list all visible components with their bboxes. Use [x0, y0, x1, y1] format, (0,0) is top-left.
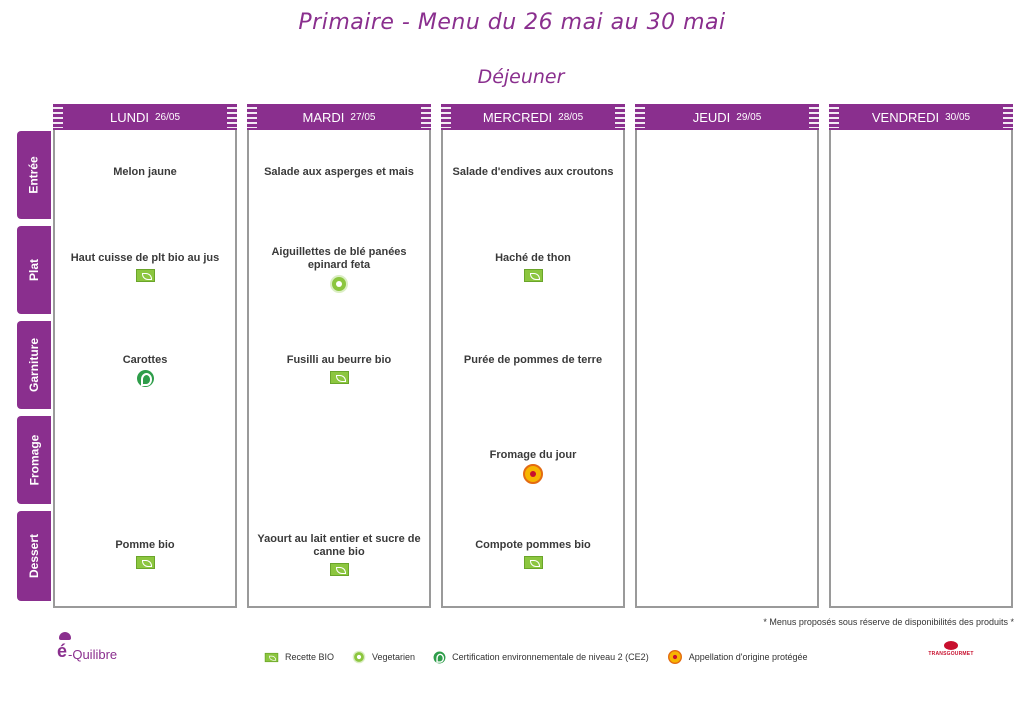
bio-icon: [330, 563, 349, 576]
header-decoration: [247, 107, 257, 128]
dish-name: Purée de pommes de terre: [463, 354, 603, 366]
day-header-mercredi: [441, 104, 625, 131]
equilibre-logo: é -Quilibre: [57, 632, 117, 662]
bio-icon: [524, 269, 543, 282]
vegetarian-icon: [330, 275, 348, 293]
menu-cell-plat: [55, 252, 235, 282]
bio-icon: [265, 652, 278, 661]
dish-name: Compote pommes bio: [475, 539, 591, 551]
day-name: VENDREDI: [871, 110, 940, 125]
transgourmet-mark-icon: [944, 641, 958, 650]
menu-cell-entree: [55, 166, 235, 179]
header-decoration: [829, 107, 839, 128]
dish-name: Fusilli au beurre bio: [286, 354, 392, 366]
day-column-mercredi: [441, 130, 625, 608]
menu-cell-dessert: [249, 533, 429, 576]
vegetarian-icon: [353, 651, 366, 664]
transgourmet-logo: TRANSGOURMET: [925, 641, 977, 657]
header-decoration: [635, 107, 645, 128]
day-name: LUNDI: [109, 110, 149, 125]
dish-name: Pomme bio: [115, 539, 175, 551]
day-date: 28/05: [558, 112, 584, 123]
header-decoration: [1003, 107, 1013, 128]
menu-cell-garniture: [443, 354, 623, 367]
legend-item-bio: Recette BIO: [262, 651, 334, 664]
ce2-icon: [434, 651, 446, 663]
menu-cell-dessert: [443, 539, 623, 569]
dish-name: Carottes: [122, 354, 168, 366]
dish-name: Haut cuisse de plt bio au jus: [70, 252, 220, 264]
meal-subtitle: Déjeuner: [477, 66, 565, 88]
menu-cell-fromage: [443, 449, 623, 484]
bio-icon: [330, 371, 349, 384]
day-name: JEUDI: [692, 110, 731, 125]
row-label-fromage: Fromage: [17, 416, 51, 504]
day-column-lundi: [53, 130, 237, 608]
day-header-vendredi: [829, 104, 1013, 131]
day-date: 30/05: [945, 112, 971, 123]
day-column-vendredi: [829, 130, 1013, 608]
dish-name: Salade aux asperges et mais: [264, 166, 414, 178]
ce2-icon: [137, 370, 154, 387]
dish-name: Fromage du jour: [489, 449, 577, 461]
day-date: 27/05: [350, 112, 376, 123]
dish-name: Salade d'endives aux croutons: [452, 166, 614, 178]
day-date: 26/05: [154, 112, 181, 123]
page-title: Primaire - Menu du 26 mai au 30 mai: [298, 10, 726, 35]
header-decoration: [227, 107, 237, 128]
day-column-mardi: [247, 130, 431, 608]
legend-item-vegetarian: Vegetarien: [350, 648, 415, 666]
dish-name: Melon jaune: [113, 166, 177, 178]
menu-cell-entree: [249, 166, 429, 179]
header-decoration: [53, 107, 63, 128]
day-name: MARDI: [302, 110, 345, 125]
day-header-lundi: [53, 104, 237, 131]
menu-cell-entree: [443, 166, 623, 179]
day-name: MERCREDI: [482, 110, 553, 125]
dish-name: Aiguillettes de blé panées epinard feta: [271, 246, 407, 271]
header-decoration: [421, 107, 431, 128]
row-label-entree: Entrée: [17, 131, 51, 219]
day-header-mardi: [247, 104, 431, 131]
availability-note: * Menus proposés sous réserve de disponibilités des produits *: [763, 617, 1014, 627]
day-header-jeudi: [635, 104, 819, 131]
row-label-dessert: Dessert: [17, 511, 51, 601]
dish-name: Haché de thon: [495, 252, 571, 264]
chef-hat-icon: [59, 632, 71, 640]
aop-icon: [523, 464, 543, 484]
row-label-garniture: Garniture: [17, 321, 51, 409]
header-decoration: [615, 107, 625, 128]
dish-name: Yaourt au lait entier et sucre de canne bio: [257, 533, 421, 558]
legend: [262, 647, 824, 667]
menu-cell-dessert: [55, 539, 235, 569]
day-column-jeudi: [635, 130, 819, 608]
bio-icon: [136, 556, 155, 569]
menu-cell-plat: [249, 246, 429, 293]
legend-item-aop: Appellation d'origine protégée: [665, 647, 808, 667]
aop-icon: [668, 650, 682, 664]
row-label-plat: Plat: [17, 226, 51, 314]
menu-cell-plat: [443, 252, 623, 282]
header-decoration: [441, 107, 451, 128]
legend-item-ce2: Certification environnementale de niveau 2 (CE2): [431, 649, 649, 666]
menu-cell-garniture: [249, 354, 429, 384]
bio-icon: [524, 556, 543, 569]
header-decoration: [809, 107, 819, 128]
menu-cell-garniture: [55, 354, 235, 387]
day-date: 29/05: [736, 112, 762, 123]
bio-icon: [136, 269, 155, 282]
